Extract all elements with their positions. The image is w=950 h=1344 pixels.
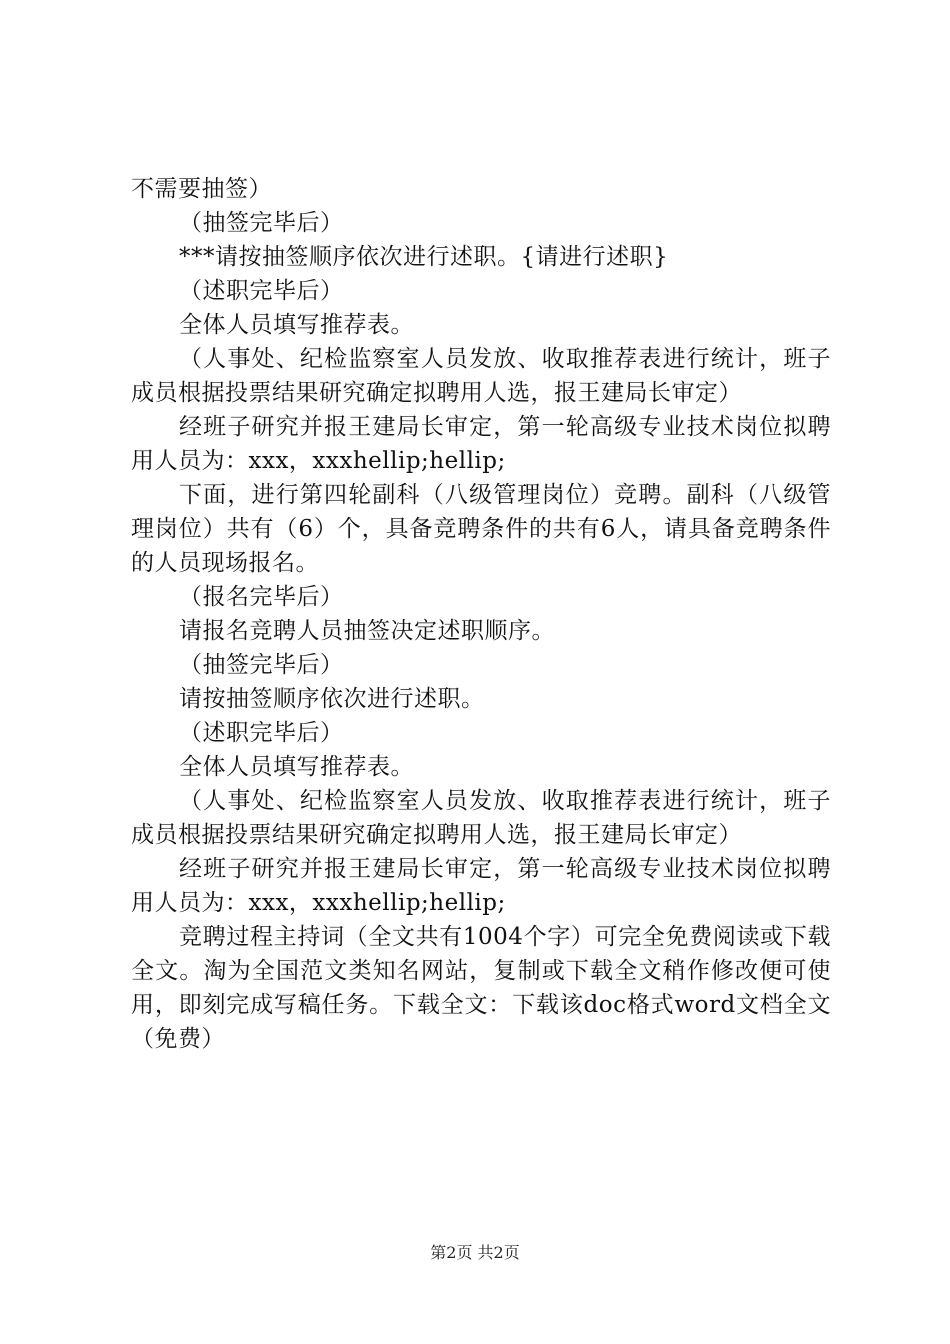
document-body [131,172,831,1056]
paragraph-draw-finished: （抽签完毕后） [179,210,344,236]
paragraph-statistics-note-2: （人事处、纪检监察室人员发放、收取推荐表进行统计，班子成员根据投票结果研究确定拟聘用人选，报王建局长审定） [131,788,831,848]
paragraph-report-order: ***请按抽签顺序依次进行述职。{请进行述职} [179,244,669,270]
paragraph-continuation: 不需要抽签） [131,176,272,202]
paragraph-fill-form-2: 全体人员填写推荐表。 [179,754,414,780]
paragraph-draw-order: 请报名竞聘人员抽签决定述职顺序。 [179,618,555,644]
paragraph-report-finished: （述职完毕后） [179,278,344,304]
paragraph-report-finished-2: （述职完毕后） [179,720,344,746]
page-number-footer: 第2页 共2页 [430,1243,520,1262]
paragraph-statistics-note: （人事处、纪检监察室人员发放、收取推荐表进行统计，班子成员根据投票结果研究确定拟聘用人选，报王建局长审定） [131,346,831,406]
paragraph-fourth-round: 下面，进行第四轮副科（八级管理岗位）竞聘。副科（八级管理岗位）共有（6）个，具备竞聘条件的共有6人，请具备竞聘条件的人员现场报名。 [131,482,831,576]
paragraph-approved-list: 经班子研究并报王建局长审定，第一轮高级专业技术岗位拟聘用人员为：xxx，xxxhellip;hellip; [131,414,831,474]
paragraph-draw-finished-2: （抽签完毕后） [179,652,344,678]
paragraph-approved-list-2: 经班子研究并报王建局长审定，第一轮高级专业技术岗位拟聘用人员为：xxx，xxxhellip;hellip; [131,856,831,916]
paragraph-download-note: 竞聘过程主持词（全文共有1004个字）可完全免费阅读或下载全文。淘为全国范文类知名网站，复制或下载全文稍作修改便可使用，即刻完成写稿任务。下载全文：下载该doc格式word文档全文（免费） [131,924,831,1052]
paragraph-signup-finished: （报名完毕后） [179,584,344,610]
paragraph-report-order-2: 请按抽签顺序依次进行述职。 [179,686,485,712]
paragraph-fill-form: 全体人员填写推荐表。 [179,312,414,338]
